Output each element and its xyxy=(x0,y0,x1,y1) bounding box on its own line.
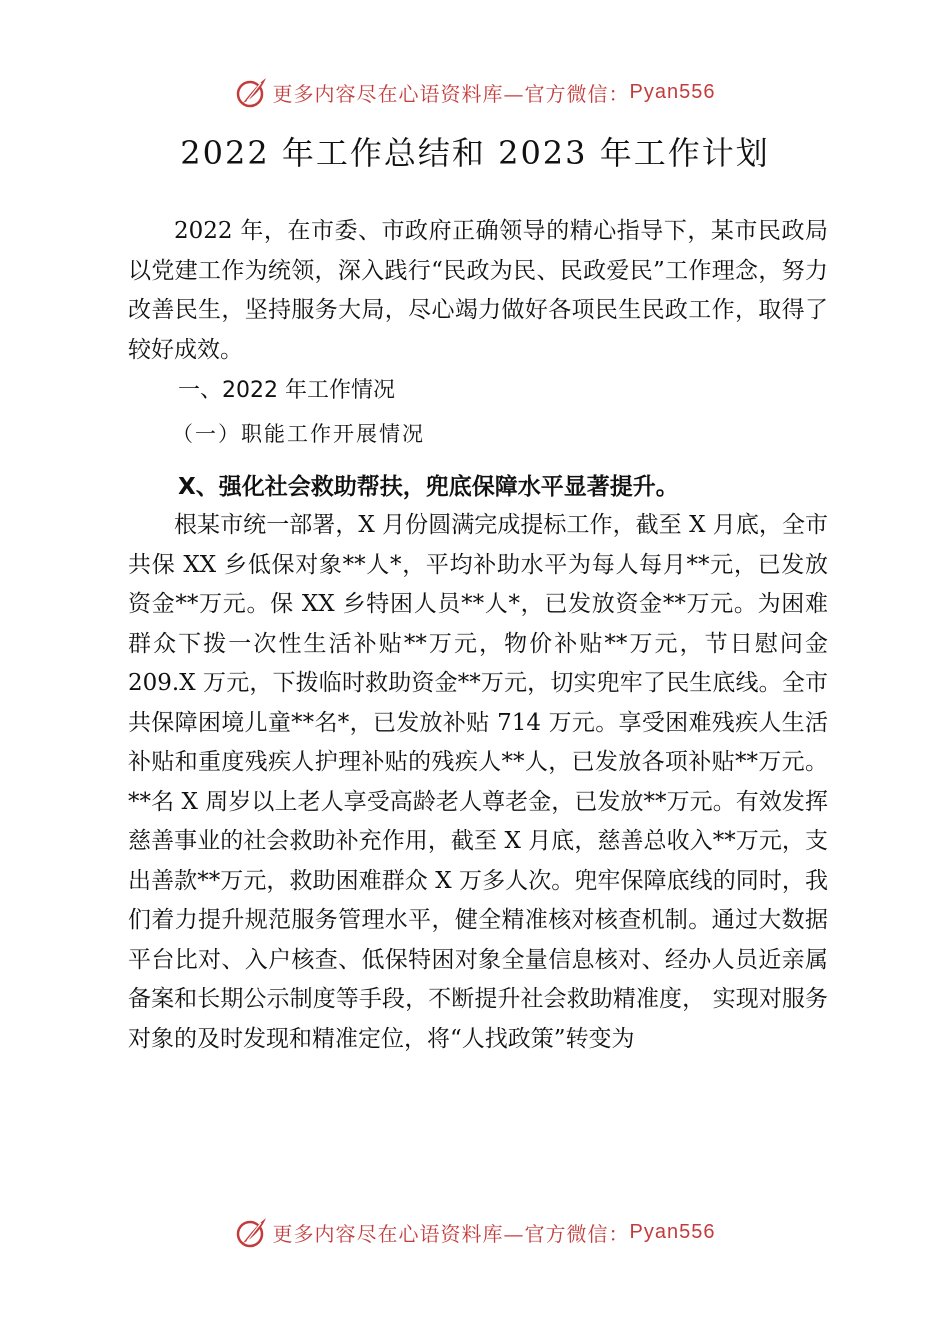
section-heading-1: 一、2022 年工作情况 xyxy=(178,378,395,403)
watermark-handle: Pyan556 xyxy=(629,1220,716,1243)
item-body-paragraph: 根某市统一部署，X 月份圆满完成提标工作，截至 X 月底，全市共保 XX 乡低保对象**人*，平均补助水平为每人每月**元，已发放资金**万元。保 XX 乡特困人员**人*，已发放资金**万元。为困难群众下拨一次性生活补贴**万元，物价补贴**万元，节日慰问金 209.X 万元，下拨临时救助资金**万元，切实兜牢了民生底线。全市共保障困境儿童**名*，已发放补贴 714 万元。享受困难残疾人生活补贴和重度残疾人护理补贴的残疾人**人，已发放各项补贴**万元。**名 X 周岁以上老人享受高龄老人尊老金，已发放**万元。有效发挥慈善事业的社会救助补充作用，截至 X 月底，慈善总收入**万元，支出善款**万元，救助困难群众 X 万多人次。兜牢保障底线的同时，我们着力提升规范服务管理水平，健全精准核对核查机制。通过大数据平台比对、入户核查、低保特困对象全量信息核对、经办人员近亲属备案和长期公示制度等手段，不断提升社会救助精准度， 实现对服务对象的及时发现和精准定位，将“人找政策”转变为 xyxy=(128,512,828,1052)
footer-watermark xyxy=(0,1212,950,1252)
intro-paragraph: 2022 年，在市委、市政府正确领导的精心指导下，某市民政局以党建工作为统领，深入践行“民政为民、民政爱民”工作理念，努力改善民生，坚持服务大局，尽心竭力做好各项民生民政工作，取得了较好成效。 xyxy=(128,218,828,363)
watermark-text: 更多内容尽在心语资料库—官方微信： xyxy=(272,81,630,106)
watermark-text: 更多内容尽在心语资料库—官方微信： xyxy=(272,1221,630,1246)
subsection-heading-1: （一）职能工作开展情况 xyxy=(172,422,425,446)
item-heading-1: X、强化社会救助帮扶，兜底保障水平显著提升。 xyxy=(178,474,679,500)
page-title: 2022 年工作总结和 2023 年工作计划 xyxy=(180,134,770,172)
feather-pen-logo-icon xyxy=(235,75,269,109)
watermark-handle: Pyan556 xyxy=(629,80,716,103)
feather-pen-logo-icon xyxy=(235,1215,269,1249)
intro-section xyxy=(128,212,828,370)
header-watermark xyxy=(0,72,950,112)
item-body-section xyxy=(128,506,828,1059)
